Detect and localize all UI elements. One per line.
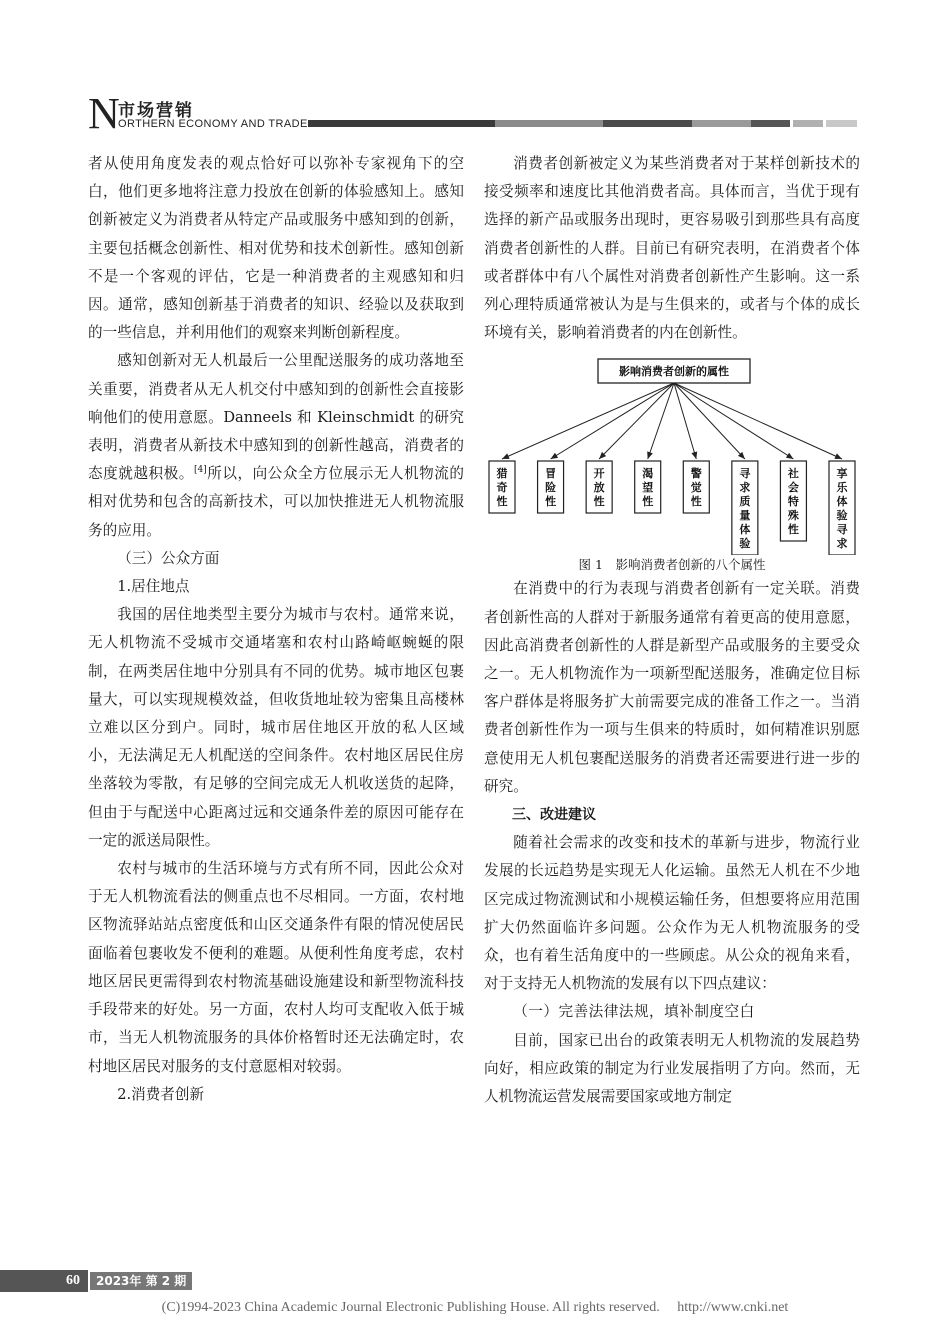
leaf-node-label: 享乐体验寻求 xyxy=(836,467,848,551)
right-paragraph-4: 目前，国家已出台的政策表明无人机物流的发展趋势向好，相应政策的制定为行业发展指明了方向。然而，无人机物流运营发展需要国家或地方制定 xyxy=(484,1031,860,1106)
leaf-node-label: 警觉性 xyxy=(690,467,702,509)
edge-arrowhead xyxy=(691,452,697,460)
left-paragraph-1: 者从使用角度发表的观点恰好可以弥补专家视角下的空白，他们更多地将注意力投放在创新的体验感知上。感知创新被定义为消费者从特定产品或服务中感知到的创新，主要包括概念创新性、相对优势和技术创新性。感知创新不是一个客观的评估，它是一种消费者的主观感知和归因。通常，感知创新基于消费者的知识、经验以及获取到的一些信息，并利用他们的观察来判断创新程度。 xyxy=(88,155,464,342)
subheading-law: （一）完善法律法规，填补制度空白 xyxy=(513,1003,755,1021)
left-paragraph-4: 农村与城市的生活环境与方式有所不同，因此公众对于无人机物流看法的侧重点也不尽相同。一方面，农村地区物流驿站站点密度低和山区交通条件有限的情况使居民面临着包裹收发不便利的难题。从便利性角度考虑，农村地区居民更需得到农村物流基础设施建设和新型物流科技手段带来的好处。另一方面，农村人均可支配收入低于城市，当无人机物流服务的具体价格暂时还无法确定时，农村地区居民对服务的支付意愿相对较弱。 xyxy=(88,860,464,1075)
edge-line xyxy=(599,383,674,459)
left-paragraph-3: 我国的居住地类型主要分为城市与农村。通常来说，无人机物流不受城市交通堵塞和农村山路崎岖蜿蜒的限制，在两类居住地中分别具有不同的优势。城市地区包裹量大，可以实现规模效益，但收货地址较为密集且高楼林立难以区分到户。同时，城市居住地区开放的私人区域小，无法满足无人机配送的空间条件。农村地区居民住房坐落较为零散，有足够的空间完成无人机收送货的起降，但由于与配送中心距离过远和交通条件差的原因可能存在一定的派送局限性。 xyxy=(88,606,464,849)
header-decor-bar xyxy=(308,120,860,127)
right-paragraph-3: 随着社会需求的改变和技术的革新与进步，物流行业发展的长远趋势是实现无人化运输。虽然无人机在不少地区完成过物流测试和小规模运输任务，但想要将应用范围扩大仍然面临许多问题。公众作为无人机物流服务的受众，也有着生活角度中的一些顾虑。从公众的视角来看，对于支持无人机物流的发展有以下四点建议： xyxy=(484,834,860,993)
section-heading-suggestions: 三、改进建议 xyxy=(512,807,596,824)
subheading-consumer-innovation: 2.消费者创新 xyxy=(117,1085,205,1103)
leaf-node-label: 开放性 xyxy=(593,467,605,509)
issue-label: 2023年 第 2 期 xyxy=(90,1272,192,1290)
header-bar-segment xyxy=(826,120,857,127)
citation-ref: [4] xyxy=(193,465,207,476)
header-bar-segment xyxy=(751,120,790,127)
page-number: 60 xyxy=(0,1270,88,1292)
tree-diagram-svg xyxy=(484,357,860,555)
leaf-node-label: 寻求质量体验 xyxy=(739,467,751,551)
journal-logo-letter: N xyxy=(88,89,120,138)
leaf-node-label: 社会特殊性 xyxy=(787,467,799,537)
left-column xyxy=(88,150,464,1109)
journal-name-en: ORTHERN ECONOMY AND TRADE xyxy=(118,118,308,130)
header-bar-segment xyxy=(603,120,692,127)
leaf-node-label: 渴望性 xyxy=(642,467,654,509)
journal-name-cn: 市场营销 xyxy=(118,101,194,121)
header-bar-segment xyxy=(793,120,823,127)
right-paragraph-2: 在消费中的行为表现与消费者创新有一定关联。消费者创新性高的人群对于新服务通常有着更高的使用意愿，因此高消费者创新性的人群是新型产品或服务的主要受众之一。无人机物流作为一项新型配送服务，准确定位目标客户群体是将服务扩大前需要完成的准备工作之一。当消费者创新性作为一项与生俱来的特质时，如何精准识别愿意使用无人机包裹配送服务的消费者还需要进行进一步的研究。 xyxy=(484,580,860,795)
journal-header xyxy=(0,0,950,140)
header-bar-segment xyxy=(692,120,751,127)
header-bar-segment xyxy=(308,120,495,127)
copyright-line: (C)1994-2023 China Academic Journal Electronic Publishing House. All rights reserved. http://www.cnki.net xyxy=(161,1300,789,1315)
figure-caption: 图 1 影响消费者创新的八个属性 xyxy=(578,557,766,573)
header-bar-segment xyxy=(495,120,603,127)
edge-line xyxy=(551,383,674,459)
right-column xyxy=(484,150,860,1111)
edge-arrowhead xyxy=(551,453,559,459)
edge-arrowhead xyxy=(786,453,794,459)
edge-arrowhead xyxy=(647,452,653,460)
subheading-residence: 1.居住地点 xyxy=(117,578,190,596)
leaf-node-label: 猎奇性 xyxy=(496,467,508,509)
right-paragraph-1: 消费者创新被定义为某些消费者对于某样创新技术的接受频率和速度比其他消费者高。具体而言，当优于现有选择的新产品或服务出现时，更容易吸引到那些具有高度消费者创新性的人群。目前已有研究表明，在消费者个体或者群体中有八个属性对消费者创新性产生影响。这一系列心理特质通常被认为是与生俱来的，或者与个体的成长环境有关，影响着消费者的内在创新性。 xyxy=(484,155,860,342)
figure-1-tree-diagram xyxy=(484,357,860,555)
edge-line xyxy=(648,383,674,459)
edge-line xyxy=(502,383,674,459)
root-node-label: 影响消费者创新的属性 xyxy=(619,365,729,379)
edge-line xyxy=(674,383,842,459)
left-paragraph-2: 感知创新对无人机最后一公里配送服务的成功落地至关重要，消费者从无人机交付中感知到的创新性会直接影响他们的使用意愿。Danneels 和 Kleinschmidt 的研究表明，消费者从新技术中感知到的创新性越高，消费者的态度就越积极。[4]所以，向公众全方位展示无人机物流的相对优势和包含的高新技术，可以加快推进无人机物流服务的应用。 xyxy=(88,352,464,539)
leaf-node-label: 冒险性 xyxy=(545,467,557,509)
section-heading-public: （三）公众方面 xyxy=(117,549,220,567)
